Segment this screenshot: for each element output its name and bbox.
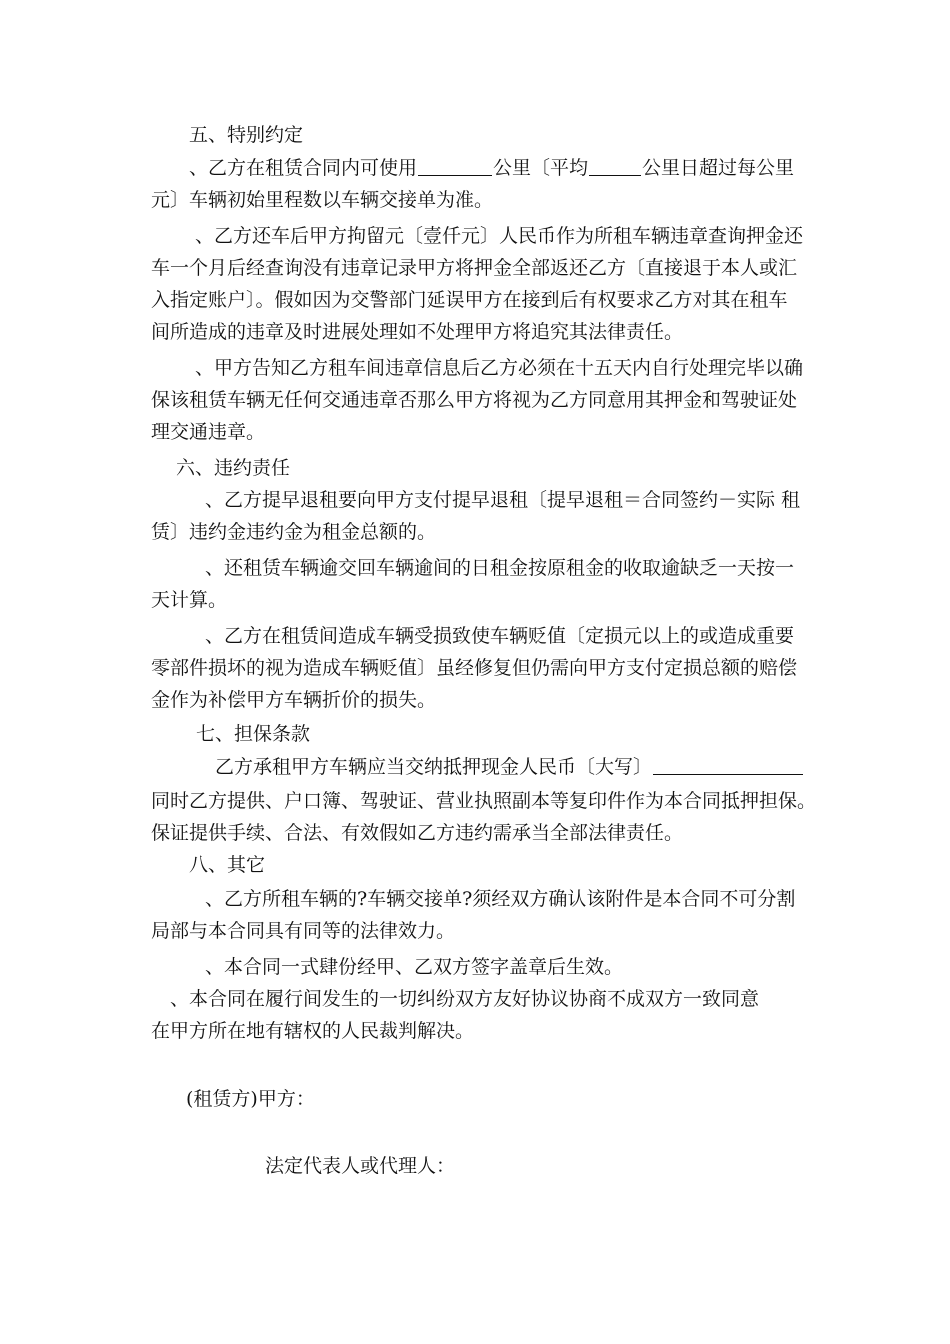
signature-representative: 法定代表人或代理人：: [265, 1155, 456, 1177]
clause-damage-line-1: 、乙方在租赁间造成车辆受损致使车辆贬值〔定损元以上的或造成重要: [205, 625, 795, 647]
clause-violation-line-2: 保该租赁车辆无任何交通违章否那么甲方将视为乙方同意用其押金和驾驶证处: [151, 389, 798, 411]
clause-guarantee-line-2: 同时乙方提供、户口簿、驾驶证、营业执照副本等复印件作为本合同抵押担保。: [151, 790, 817, 812]
clause-handover-line-2: 局部与本合同具有同等的法律效力。: [151, 920, 456, 942]
clause-early-return-line-2: 赁〕违约金违约金为租金总额的。: [151, 521, 437, 543]
clause-guarantee-line-1: 乙方承租甲方车辆应当交纳抵押现金人民币〔大写〕: [215, 755, 804, 779]
clause-guarantee-line-3: 保证提供手续、合法、有效假如乙方违约需承当全部法律责任。: [151, 822, 684, 844]
clause-deposit-line-4: 间所造成的违章及时进展处理如不处理甲方将追究其法律责任。: [151, 321, 684, 343]
section-heading-special-terms: 五、特别约定: [189, 124, 304, 146]
clause-damage-line-2: 零部件损坏的视为造成车辆贬值〕虽经修复但仍需向甲方支付定损总额的赔偿: [151, 657, 798, 679]
clause-deposit-line-3: 入指定账户〕。假如因为交警部门延误甲方在接到后有权要求乙方对其在租车: [151, 289, 788, 311]
mileage-blank[interactable]: [418, 157, 492, 176]
clause-dispute-line-2: 在甲方所在地有辖权的人民裁判解决。: [151, 1020, 475, 1042]
section-heading-other: 八、其它: [189, 854, 266, 876]
clause-late-return-line-2: 天计算。: [151, 589, 228, 611]
clause-handover-line-1: 、乙方所租车辆的?车辆交接单?须经双方确认该附件是本合同不可分割: [205, 888, 796, 910]
clause-mileage-line-2: 元〕车辆初始里程数以车辆交接单为准。: [151, 189, 494, 211]
clause-deposit-line-2: 车一个月后经查询没有违章记录甲方将押金全部返还乙方〔直接退于本人或汇: [151, 257, 798, 279]
clause-violation-line-1: 、甲方告知乙方租车间违章信息后乙方必须在十五天内自行处理完毕以确: [195, 357, 804, 379]
clause-copies: 、本合同一式肆份经甲、乙双方签字盖章后生效。: [205, 956, 624, 978]
deposit-amount-blank[interactable]: [653, 756, 803, 775]
section-heading-breach: 六、违约责任: [176, 457, 291, 479]
clause-violation-line-3: 理交通违章。: [151, 421, 266, 443]
clause-deposit-line-1: 、乙方还车后甲方拘留元〔壹仟元〕人民币作为所租车辆违章查询押金还: [195, 225, 804, 247]
daily-mileage-blank[interactable]: [589, 157, 641, 176]
clause-dispute-line-1: 、本合同在履行间发生的一切纠纷双方友好协议协商不成双方一致同意: [170, 988, 760, 1010]
section-heading-guarantee: 七、担保条款: [196, 723, 311, 745]
clause-damage-line-3: 金作为补偿甲方车辆折价的损失。: [151, 689, 437, 711]
clause-mileage-line-1: 、乙方在租赁合同内可使用 公里〔平均 公里日超过每公里: [189, 157, 795, 179]
signature-party-a: (租赁方)甲方：: [186, 1088, 315, 1110]
clause-early-return-line-1: 、乙方提早退租要向甲方支付提早退租〔提早退租＝合同签约－实际 租: [205, 489, 801, 511]
clause-late-return-line-1: 、还租赁车辆逾交回车辆逾间的日租金按原租金的收取逾缺乏一天按一: [205, 557, 795, 579]
